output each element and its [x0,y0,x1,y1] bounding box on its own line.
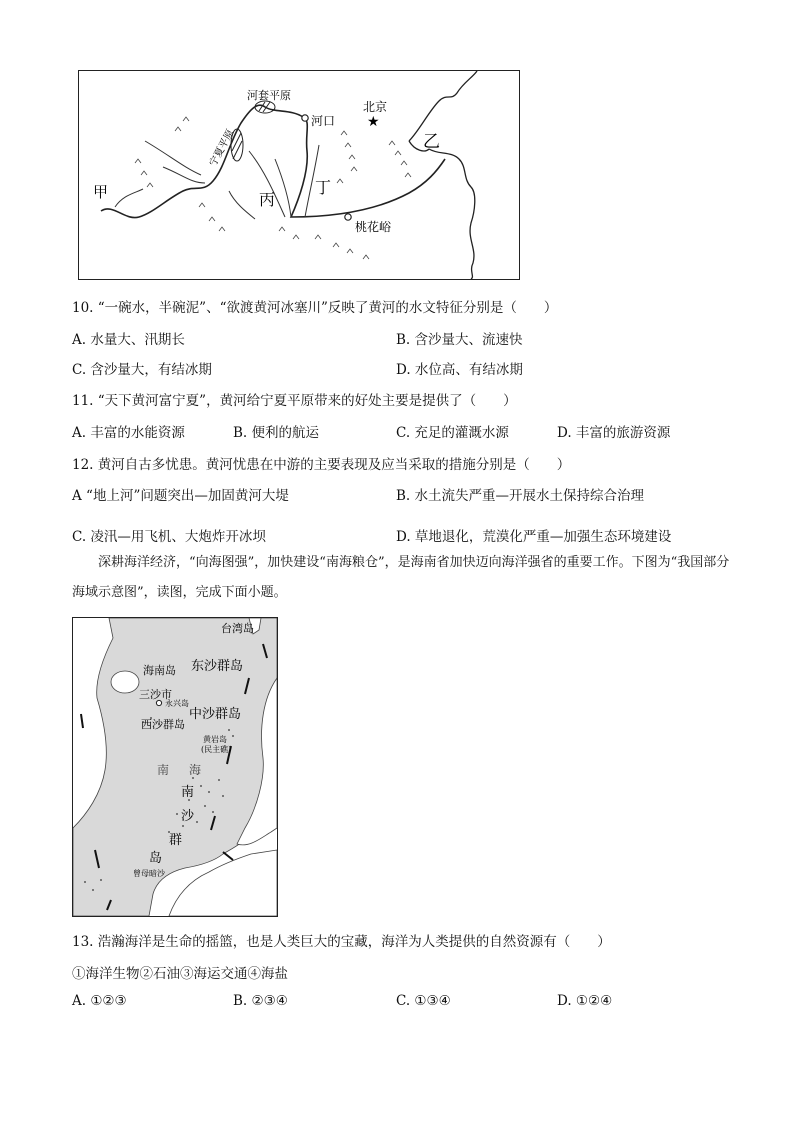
label-sansha: 三沙市 [139,688,172,701]
q10-stem: 10. “一碗水，半碗泥”、“欲渡黄河冰塞川”反映了黄河的水文特征分别是（ ） [72,300,558,316]
label-taohuayu: 桃花峪 [355,220,392,234]
label-nan2: 南 [181,785,195,800]
south-china-sea-map [72,617,278,917]
q13-stem: 13. 浩瀚海洋是生命的摇篮，也是人类巨大的宝藏，海洋为人类提供的自然资源有（ ） [72,934,611,950]
label-ding: 丁 [315,178,332,197]
q13-option-b[interactable]: B. ②③④ [233,993,288,1009]
label-dongsha: 东沙群岛 [191,659,244,674]
label-taiwan: 台湾岛 [221,622,254,635]
intro-paragraph: 深耕海洋经济，“向海图强”，加快建设“南海粮仓”，是海南省加快迈向海洋强省的重要工作。下图为“我国部分海域示意图”，读图，完成下面小题。 [72,555,730,600]
label-bing: 丙 [259,190,276,209]
q11-option-a[interactable]: A. 丰富的水能资源 [72,425,185,441]
q12-stem: 12. 黄河自古多忧患。黄河忧患在中游的主要表现及应当采取的措施分别是（ ） [72,457,571,473]
q13-option-d[interactable]: D. ①②④ [557,993,613,1009]
yellow-river-map-drawing [79,71,519,279]
label-nan: 南 [157,763,170,777]
south-china-sea-drawing [73,618,277,916]
q12-option-c[interactable]: C. 凌汛—用飞机、大炮炸开冰坝 [72,529,266,545]
q10-option-c[interactable]: C. 含沙量大，有结冰期 [72,362,212,378]
label-huangyan: 黄岩岛 [203,735,227,744]
label-hekou: 河口 [311,114,336,128]
q11-option-d[interactable]: D. 丰富的旅游资源 [557,425,671,441]
label-zhongsha: 中沙群岛 [189,707,242,722]
q10-option-d[interactable]: D. 水位高、有结冰期 [396,362,523,378]
label-hetao: 河套平原 [247,89,291,102]
mountain-symbols [135,117,411,259]
label-hainan: 海南岛 [143,664,176,677]
q11-option-b[interactable]: B. 便利的航运 [233,425,320,441]
q10-option-a[interactable]: A. 水量大、汛期长 [72,332,185,348]
coastline [409,71,477,279]
yellow-river-map [78,70,520,280]
taohuayu-marker [345,214,351,220]
label-yi: 乙 [423,132,440,152]
q12-option-b[interactable]: B. 水土流失严重—开展水土保持综合治理 [396,488,645,504]
label-ningxia: 宁夏平原 [207,127,237,169]
q11-stem: 11. “天下黄河富宁夏”，黄河给宁夏平原带来的好处主要是提供了（ ） [72,393,517,409]
sansha-marker [156,700,161,705]
label-yongxing: 永兴岛 [165,699,189,708]
q11-option-c[interactable]: C. 充足的灌溉水源 [396,425,509,441]
label-beijing: 北京 [363,100,388,114]
label-sha: 沙 [181,809,195,824]
q10-option-b[interactable]: B. 含沙量大、流速快 [396,332,523,348]
q13-option-a[interactable]: A. ①②③ [72,993,127,1009]
q13-items: ①海洋生物②石油③海运交通④海盐 [72,966,288,982]
q13-option-c[interactable]: C. ①③④ [396,993,451,1009]
q12-option-d[interactable]: D. 草地退化，荒漠化严重—加强生态环境建设 [396,529,672,545]
label-hai: 海 [189,763,202,777]
label-zengmu: 曾母暗沙 [133,869,165,878]
label-dao: 岛 [149,851,163,866]
label-minzhu: (民主礁) [201,745,232,754]
label-qun: 群 [169,833,183,848]
label-xisha: 西沙群岛 [141,718,185,731]
q12-option-a[interactable]: A “地上河”问题突出—加固黄河大堤 [72,488,289,504]
hainan-island-shape [111,671,139,693]
label-jia: 甲 [93,183,109,201]
beijing-star-icon: ★ [367,114,380,130]
hekou-marker [302,115,308,121]
